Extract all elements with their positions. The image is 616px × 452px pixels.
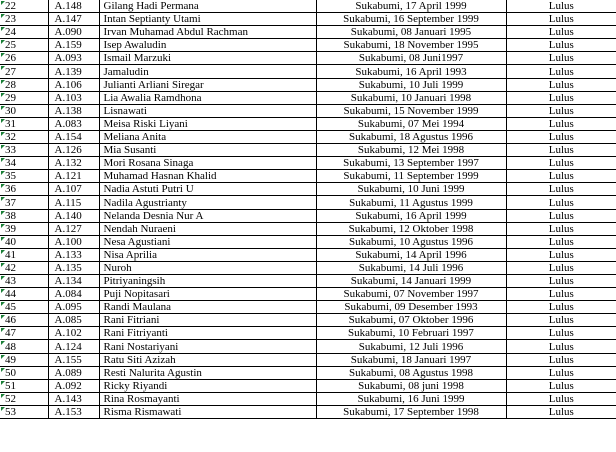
student-name-cell[interactable]: Rina Rosmayanti	[99, 392, 316, 405]
student-name-cell[interactable]: Nendah Nuraeni	[99, 222, 316, 235]
table-row	[0, 26, 616, 39]
birth-place-date-cell[interactable]: Sukabumi, 13 September 1997	[316, 157, 506, 170]
student-name-cell[interactable]: Isep Awaludin	[99, 39, 316, 52]
student-code-cell[interactable]: A.103	[48, 91, 99, 104]
student-code-cell[interactable]: A.135	[48, 261, 99, 274]
birth-place-date-cell[interactable]: Sukabumi, 16 April 1993	[316, 65, 506, 78]
student-name-cell[interactable]: Ricky Riyandi	[99, 379, 316, 392]
student-name-cell[interactable]: Nadila Agustrianty	[99, 196, 316, 209]
status-cell[interactable]: Lulus	[506, 314, 616, 327]
table-row	[0, 379, 616, 392]
student-name-cell[interactable]: Risma Rismawati	[99, 405, 316, 418]
row-number-cell[interactable]: 51	[0, 379, 48, 392]
row-number-cell[interactable]: 29	[0, 91, 48, 104]
row-number-cell[interactable]: 36	[0, 183, 48, 196]
student-name-cell[interactable]: Jamaludin	[99, 65, 316, 78]
status-cell[interactable]: Lulus	[506, 222, 616, 235]
table-row	[0, 301, 616, 314]
status-cell[interactable]: Lulus	[506, 301, 616, 314]
student-code-cell[interactable]: A.147	[48, 13, 99, 26]
table-row	[0, 340, 616, 353]
table-row	[0, 235, 616, 248]
student-code-cell[interactable]: A.133	[48, 248, 99, 261]
student-name-cell[interactable]: Nisa Aprilia	[99, 248, 316, 261]
table-row	[0, 222, 616, 235]
student-name-cell[interactable]: Meisa Riski Liyani	[99, 117, 316, 130]
student-code-cell[interactable]: A.100	[48, 235, 99, 248]
status-cell[interactable]: Lulus	[506, 157, 616, 170]
table-row	[0, 314, 616, 327]
student-code-cell[interactable]: A.106	[48, 78, 99, 91]
student-code-cell[interactable]: A.159	[48, 39, 99, 52]
status-cell[interactable]: Lulus	[506, 104, 616, 117]
student-name-cell[interactable]: Ismail Marzuki	[99, 52, 316, 65]
student-name-cell[interactable]: Nelanda Desnia Nur A	[99, 209, 316, 222]
birth-place-date-cell[interactable]: Sukabumi, 18 Agustus 1996	[316, 130, 506, 143]
birth-place-date-cell[interactable]: Sukabumi, 14 Juli 1996	[316, 261, 506, 274]
student-code-cell[interactable]: A.095	[48, 301, 99, 314]
table-row	[0, 288, 616, 301]
table-row	[0, 170, 616, 183]
status-cell[interactable]: Lulus	[506, 0, 616, 13]
row-number-cell[interactable]: 44	[0, 288, 48, 301]
student-code-cell[interactable]: A.084	[48, 288, 99, 301]
table-row	[0, 13, 616, 26]
student-code-cell[interactable]: A.127	[48, 222, 99, 235]
row-number-cell[interactable]: 34	[0, 157, 48, 170]
birth-place-date-cell[interactable]: Sukabumi, 08 Agustus 1998	[316, 366, 506, 379]
student-name-cell[interactable]: Muhamad Hasnan Khalid	[99, 170, 316, 183]
student-code-cell[interactable]: A.090	[48, 26, 99, 39]
birth-place-date-cell[interactable]: Sukabumi, 08 Januari 1995	[316, 26, 506, 39]
student-name-cell[interactable]: Resti Nalurita Agustin	[99, 366, 316, 379]
status-cell[interactable]: Lulus	[506, 274, 616, 287]
student-code-cell[interactable]: A.093	[48, 52, 99, 65]
status-cell[interactable]: Lulus	[506, 392, 616, 405]
row-number-cell[interactable]: 32	[0, 130, 48, 143]
status-cell[interactable]: Lulus	[506, 26, 616, 39]
student-name-cell[interactable]: Rani Fitriani	[99, 314, 316, 327]
table-row	[0, 392, 616, 405]
student-name-cell[interactable]: Nesa Agustiani	[99, 235, 316, 248]
status-cell[interactable]: Lulus	[506, 235, 616, 248]
table-row	[0, 0, 616, 13]
table-row	[0, 196, 616, 209]
row-number-cell[interactable]: 22	[0, 0, 48, 13]
student-code-cell[interactable]: A.124	[48, 340, 99, 353]
student-name-cell[interactable]: Lia Awalia Ramdhona	[99, 91, 316, 104]
row-number-cell[interactable]: 41	[0, 248, 48, 261]
table-row	[0, 327, 616, 340]
birth-place-date-cell[interactable]: Sukabumi, 16 Juni 1999	[316, 392, 506, 405]
table-row	[0, 157, 616, 170]
student-code-cell[interactable]: A.092	[48, 379, 99, 392]
status-cell[interactable]: Lulus	[506, 379, 616, 392]
row-number-cell[interactable]: 46	[0, 314, 48, 327]
status-cell[interactable]: Lulus	[506, 405, 616, 418]
row-number-cell[interactable]: 50	[0, 366, 48, 379]
birth-place-date-cell[interactable]: Sukabumi, 08 juni 1998	[316, 379, 506, 392]
table-row	[0, 52, 616, 65]
row-number-cell[interactable]: 52	[0, 392, 48, 405]
status-cell[interactable]: Lulus	[506, 327, 616, 340]
status-cell[interactable]: Lulus	[506, 78, 616, 91]
student-code-cell[interactable]: A.102	[48, 327, 99, 340]
status-cell[interactable]: Lulus	[506, 117, 616, 130]
table-row	[0, 117, 616, 130]
status-cell[interactable]: Lulus	[506, 130, 616, 143]
student-code-cell[interactable]: A.143	[48, 392, 99, 405]
status-cell[interactable]: Lulus	[506, 248, 616, 261]
status-cell[interactable]: Lulus	[506, 196, 616, 209]
student-name-cell[interactable]: Mia Susanti	[99, 144, 316, 157]
row-number-cell[interactable]: 23	[0, 13, 48, 26]
table-row	[0, 39, 616, 52]
student-code-cell[interactable]: A.134	[48, 274, 99, 287]
student-name-cell[interactable]: Ratu Siti Azizah	[99, 353, 316, 366]
table-row	[0, 248, 616, 261]
birth-place-date-cell[interactable]: Sukabumi, 09 Desember 1993	[316, 301, 506, 314]
status-cell[interactable]: Lulus	[506, 144, 616, 157]
status-cell[interactable]: Lulus	[506, 340, 616, 353]
student-code-cell[interactable]: A.115	[48, 196, 99, 209]
row-number-cell[interactable]: 47	[0, 327, 48, 340]
student-code-cell[interactable]: A.089	[48, 366, 99, 379]
row-number-cell[interactable]: 30	[0, 104, 48, 117]
birth-place-date-cell[interactable]: Sukabumi, 12 Mei 1998	[316, 144, 506, 157]
table-row	[0, 366, 616, 379]
birth-place-date-cell[interactable]: Sukabumi, 17 April 1999	[316, 0, 506, 13]
student-name-cell[interactable]: Rani Nostariyani	[99, 340, 316, 353]
student-name-cell[interactable]: Gilang Hadi Permana	[99, 0, 316, 13]
student-name-cell[interactable]: Mori Rosana Sinaga	[99, 157, 316, 170]
birth-place-date-cell[interactable]: Sukabumi, 17 September 1998	[316, 405, 506, 418]
table-row	[0, 104, 616, 117]
status-cell[interactable]: Lulus	[506, 52, 616, 65]
row-number-cell[interactable]: 31	[0, 117, 48, 130]
status-cell[interactable]: Lulus	[506, 39, 616, 52]
birth-place-date-cell[interactable]: Sukabumi, 18 November 1995	[316, 39, 506, 52]
birth-place-date-cell[interactable]: Sukabumi, 10 Januari 1998	[316, 91, 506, 104]
status-cell[interactable]: Lulus	[506, 13, 616, 26]
status-cell[interactable]: Lulus	[506, 261, 616, 274]
status-cell[interactable]: Lulus	[506, 288, 616, 301]
student-code-cell[interactable]: A.107	[48, 183, 99, 196]
student-name-cell[interactable]: Randi Maulana	[99, 301, 316, 314]
student-name-cell[interactable]: Lisnawati	[99, 104, 316, 117]
birth-place-date-cell[interactable]: Sukabumi, 14 April 1996	[316, 248, 506, 261]
birth-place-date-cell[interactable]: Sukabumi, 12 Juli 1996	[316, 340, 506, 353]
student-name-cell[interactable]: Puji Nopitasari	[99, 288, 316, 301]
row-number-cell[interactable]: 28	[0, 78, 48, 91]
birth-place-date-cell[interactable]: Sukabumi, 11 Agustus 1999	[316, 196, 506, 209]
birth-place-date-cell[interactable]: Sukabumi, 18 Januari 1997	[316, 353, 506, 366]
student-name-cell[interactable]: Julianti Arliani Siregar	[99, 78, 316, 91]
status-cell[interactable]: Lulus	[506, 366, 616, 379]
table-row	[0, 144, 616, 157]
student-code-cell[interactable]: A.083	[48, 117, 99, 130]
student-code-cell[interactable]: A.132	[48, 157, 99, 170]
table-row	[0, 353, 616, 366]
birth-place-date-cell[interactable]: Sukabumi, 16 April 1999	[316, 209, 506, 222]
student-name-cell[interactable]: Irvan Muhamad Abdul Rachman	[99, 26, 316, 39]
table-row	[0, 209, 616, 222]
student-name-cell[interactable]: Nadia Astuti Putri U	[99, 183, 316, 196]
row-number-cell[interactable]: 40	[0, 235, 48, 248]
row-number-cell[interactable]: 39	[0, 222, 48, 235]
row-number-cell[interactable]: 43	[0, 274, 48, 287]
table-row	[0, 130, 616, 143]
status-cell[interactable]: Lulus	[506, 209, 616, 222]
row-number-cell[interactable]: 27	[0, 65, 48, 78]
status-cell[interactable]: Lulus	[506, 65, 616, 78]
table-row	[0, 274, 616, 287]
table-row	[0, 78, 616, 91]
status-cell[interactable]: Lulus	[506, 91, 616, 104]
row-number-cell[interactable]: 35	[0, 170, 48, 183]
student-code-cell[interactable]: A.121	[48, 170, 99, 183]
student-code-cell[interactable]: A.154	[48, 130, 99, 143]
birth-place-date-cell[interactable]: Sukabumi, 12 Oktober 1998	[316, 222, 506, 235]
student-code-cell[interactable]: A.126	[48, 144, 99, 157]
row-number-cell[interactable]: 26	[0, 52, 48, 65]
birth-place-date-cell[interactable]: Sukabumi, 07 Mei 1994	[316, 117, 506, 130]
birth-place-date-cell[interactable]: Sukabumi, 10 Juli 1999	[316, 78, 506, 91]
student-name-cell[interactable]: Intan Septianty Utami	[99, 13, 316, 26]
table-row	[0, 183, 616, 196]
birth-place-date-cell[interactable]: Sukabumi, 10 Juni 1999	[316, 183, 506, 196]
row-number-cell[interactable]: 25	[0, 39, 48, 52]
student-code-cell[interactable]: A.139	[48, 65, 99, 78]
birth-place-date-cell[interactable]: Sukabumi, 10 Februari 1997	[316, 327, 506, 340]
row-number-cell[interactable]: 24	[0, 26, 48, 39]
student-code-cell[interactable]: A.138	[48, 104, 99, 117]
student-code-cell[interactable]: A.155	[48, 353, 99, 366]
birth-place-date-cell[interactable]: Sukabumi, 11 September 1999	[316, 170, 506, 183]
birth-place-date-cell[interactable]: Sukabumi, 15 November 1999	[316, 104, 506, 117]
row-number-cell[interactable]: 38	[0, 209, 48, 222]
birth-place-date-cell[interactable]: Sukabumi, 08 Juni1997	[316, 52, 506, 65]
row-number-cell[interactable]: 42	[0, 261, 48, 274]
row-number-cell[interactable]: 45	[0, 301, 48, 314]
row-number-cell[interactable]: 37	[0, 196, 48, 209]
row-number-cell[interactable]: 33	[0, 144, 48, 157]
student-code-cell[interactable]: A.148	[48, 0, 99, 13]
student-code-cell[interactable]: A.085	[48, 314, 99, 327]
row-number-cell[interactable]: 53	[0, 405, 48, 418]
table-row	[0, 65, 616, 78]
student-name-cell[interactable]: Rani Fitriyanti	[99, 327, 316, 340]
status-cell[interactable]: Lulus	[506, 170, 616, 183]
table-row	[0, 91, 616, 104]
student-name-cell[interactable]: Meliana Anita	[99, 130, 316, 143]
status-cell[interactable]: Lulus	[506, 183, 616, 196]
row-number-cell[interactable]: 49	[0, 353, 48, 366]
student-name-cell[interactable]: Nuroh	[99, 261, 316, 274]
student-code-cell[interactable]: A.153	[48, 405, 99, 418]
student-code-cell[interactable]: A.140	[48, 209, 99, 222]
birth-place-date-cell[interactable]: Sukabumi, 07 November 1997	[316, 288, 506, 301]
birth-place-date-cell[interactable]: Sukabumi, 10 Agustus 1996	[316, 235, 506, 248]
birth-place-date-cell[interactable]: Sukabumi, 07 Oktober 1996	[316, 314, 506, 327]
status-cell[interactable]: Lulus	[506, 353, 616, 366]
table-row	[0, 405, 616, 418]
birth-place-date-cell[interactable]: Sukabumi, 16 September 1999	[316, 13, 506, 26]
table-row	[0, 261, 616, 274]
student-name-cell[interactable]: Pitriyaningsih	[99, 274, 316, 287]
birth-place-date-cell[interactable]: Sukabumi, 14 Januari 1999	[316, 274, 506, 287]
row-number-cell[interactable]: 48	[0, 340, 48, 353]
